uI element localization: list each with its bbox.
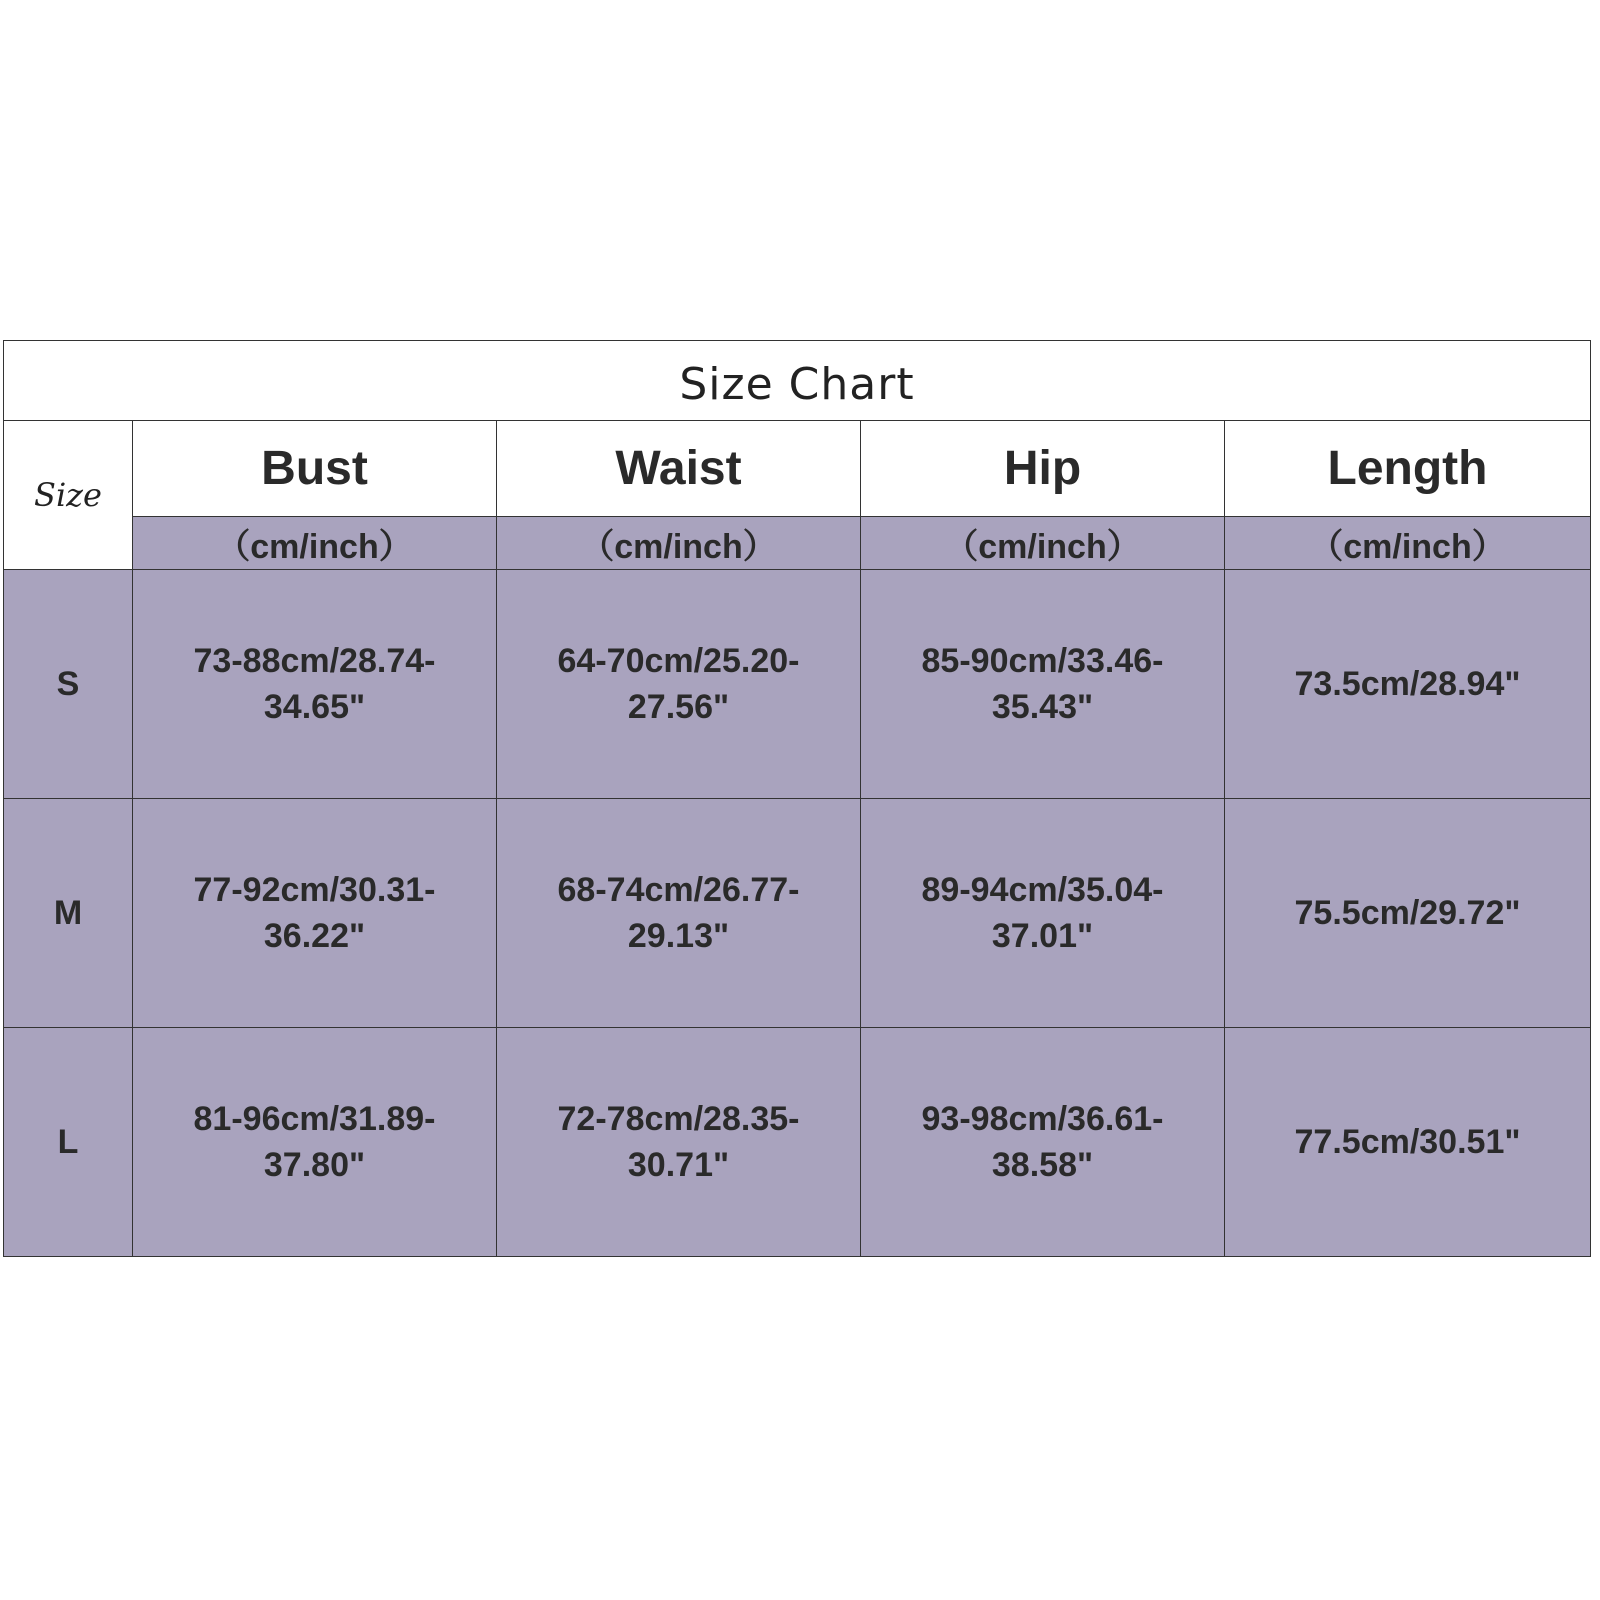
unit-cell-waist: [496, 516, 861, 570]
column-header-label: Bust: [261, 442, 368, 495]
waist-value: 68-74cm/26.77-29.13": [557, 871, 800, 955]
column-header-bust: [132, 420, 497, 517]
size-value: M: [53, 893, 83, 932]
size-chart-table: [3, 340, 1591, 1260]
unit-label: （cm/inch）: [216, 527, 413, 566]
size-value: S: [56, 664, 80, 703]
waist-value: 64-70cm/25.20-27.56": [557, 642, 800, 726]
column-header-hip: [860, 420, 1225, 517]
table-cell: [860, 569, 1225, 799]
table-cell: [1224, 1027, 1591, 1257]
table-cell: [496, 569, 861, 799]
table-cell: [132, 1027, 497, 1257]
table-cell: [1224, 569, 1591, 799]
column-header-waist: [496, 420, 861, 517]
length-value: 75.5cm/29.72": [1294, 894, 1521, 932]
unit-cell-bust: [132, 516, 497, 570]
size-cell-s: [3, 569, 133, 799]
size-cell-l: [3, 1027, 133, 1257]
table-cell: [132, 798, 497, 1028]
table-cell: [496, 798, 861, 1028]
hip-value: 93-98cm/36.61-38.58": [921, 1100, 1164, 1184]
hip-value: 85-90cm/33.46-35.43": [921, 642, 1164, 726]
length-value: 73.5cm/28.94": [1294, 665, 1521, 703]
table-cell: [860, 798, 1225, 1028]
size-cell-m: [3, 798, 133, 1028]
unit-label: （cm/inch）: [1309, 527, 1506, 566]
table-cell: [132, 569, 497, 799]
column-header-length: [1224, 420, 1591, 517]
size-value: L: [57, 1122, 79, 1161]
unit-cell-hip: [860, 516, 1225, 570]
waist-value: 72-78cm/28.35-30.71": [557, 1100, 800, 1184]
table-cell: [496, 1027, 861, 1257]
column-header-label: Length: [1327, 442, 1488, 495]
size-chart-title: Size Chart: [679, 359, 915, 410]
bust-value: 81-96cm/31.89-37.80": [193, 1100, 436, 1184]
bust-value: 73-88cm/28.74-34.65": [193, 642, 436, 726]
hip-value: 89-94cm/35.04-37.01": [921, 871, 1164, 955]
table-cell: [860, 1027, 1225, 1257]
unit-cell-length: [1224, 516, 1591, 570]
table-cell: [1224, 798, 1591, 1028]
bust-value: 77-92cm/30.31-36.22": [193, 871, 436, 955]
column-header-label: Waist: [615, 442, 742, 495]
size-chart-title-row: [3, 340, 1591, 421]
column-header-label: Hip: [1003, 442, 1082, 495]
length-value: 77.5cm/30.51": [1294, 1123, 1521, 1161]
unit-label: （cm/inch）: [944, 527, 1141, 566]
unit-label: （cm/inch）: [580, 527, 777, 566]
size-header-cell: [3, 420, 133, 570]
size-header-label: Size: [34, 476, 102, 514]
